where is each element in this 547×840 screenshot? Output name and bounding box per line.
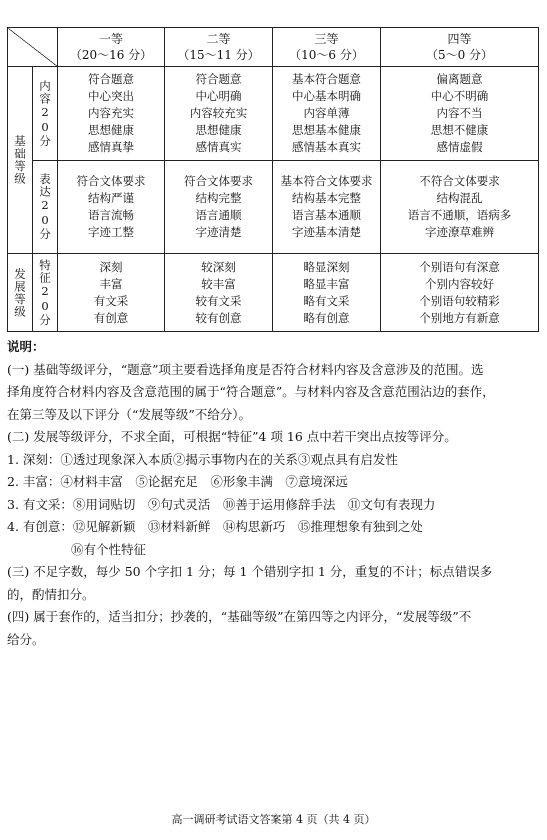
page-footer: 高一调研考试语文答案第 4 页（共 4 页）	[171, 813, 376, 826]
note-line: 在第三等及以下评分（“发展等级”不给分）。	[7, 406, 252, 422]
feature-grade-2: 较深刻 较丰富 较有文采 较有创意	[165, 254, 273, 332]
feature-grade-3: 略显深刻 略显丰富 略有文采 略有创意	[273, 254, 381, 332]
content-grade-4: 偏离题意 中心不明确 内容不当 思想不健康 感情虚假	[381, 67, 539, 161]
note-line: (一) 基础等级评分，“题意”项主要看选择角度是否符合材料内容及含意涉及的范围。选	[7, 361, 484, 377]
note-line: 择角度符合材料内容及含意范围的属于“符合题意”。与材料内容及含意范围沾边的套作，	[7, 384, 495, 399]
feature-grade-1: 深刻 丰富 有文采 有创意	[58, 254, 165, 332]
expression-grade-1: 符合文体要求 结构严谨 语言流畅 字迹工整	[58, 161, 165, 254]
note-line: 2. 丰富：④材料丰富 ⑤论据充足 ⑥形象丰满 ⑦意境深远	[7, 474, 348, 489]
corner-diagonal-cell	[8, 28, 58, 67]
note-line: 1. 深刻：①透过现象深入本质②揭示事物内在的关系③观点具有启发性	[7, 451, 398, 467]
grade-header-1: 一等 （20～16 分）	[58, 28, 165, 67]
content-grade-3: 基本符合题意 中心基本明确 内容单薄 思想基本健康 感情基本真实	[273, 67, 381, 161]
grade-header-2: 二等 （15～11 分）	[165, 28, 273, 67]
grade-header-3: 三等 （10～6 分）	[273, 28, 381, 67]
note-line: 3. 有文采：⑧用词贴切 ⑨句式灵活 ⑩善于运用修辞手法 ⑪文句有表现力	[7, 496, 436, 512]
expression-label: 表达20分	[33, 161, 58, 254]
grade-header-4: 四等 （5～0 分）	[381, 28, 539, 67]
note-line: (二) 发展等级评分，不求全面，可根据“特征”4 项 16 点中若干突出点按等评分。	[7, 429, 457, 444]
note-line: (三) 不足字数，每少 50 个字扣 1 分；每 1 个错别字扣 1 分，重复的不计；标点错误多	[7, 564, 493, 579]
development-level-label: 发展等级	[8, 254, 33, 332]
basic-level-label: 基础等级	[8, 67, 33, 254]
scoring-rubric-table	[7, 27, 539, 332]
feature-grade-4: 个别语句有深意 个别内容较好 个别语句较精彩 个别地方有新意	[381, 254, 539, 332]
notes-title: 说明：	[7, 339, 45, 354]
expression-grade-2: 符合文体要求 结构完整 语言通顺 字迹清楚	[165, 161, 273, 254]
note-line: 4. 有创意：⑫见解新颖 ⑬材料新鲜 ⑭构思新巧 ⑮推理想象有独到之处	[7, 519, 423, 534]
content-grade-2: 符合题意 中心明确 内容较充实 思想健康 感情真实	[165, 67, 273, 161]
content-label: 内容20分	[33, 67, 58, 161]
note-line: 给分。	[7, 631, 45, 647]
note-line: (四) 属于套作的，适当扣分；抄袭的，“基础等级”在第四等之内评分，“发展等级”不	[7, 609, 472, 624]
expression-grade-4: 不符合文体要求 结构混乱 语言不通顺，语病多 字迹潦草难辨	[381, 161, 539, 254]
notes-section	[7, 336, 539, 651]
expression-grade-3: 基本符合文体要求 结构基本完整 语言基本通顺 字迹基本清楚	[273, 161, 381, 254]
feature-label: 特征20分	[33, 254, 58, 332]
note-line: 的，酌情扣分。	[7, 586, 95, 602]
note-line: ⑯有个性特征	[71, 541, 147, 557]
content-grade-1: 符合题意 中心突出 内容充实 思想健康 感情真挚	[58, 67, 165, 161]
